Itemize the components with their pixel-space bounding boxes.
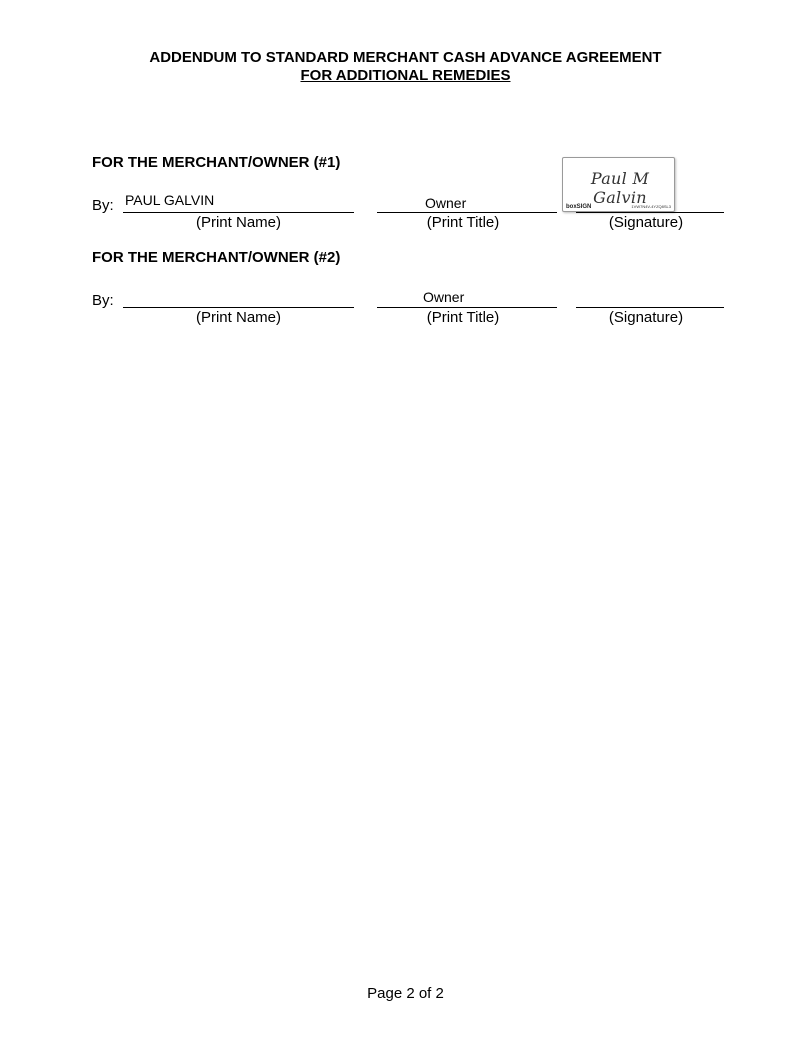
signer-2-heading: FOR THE MERCHANT/OWNER (#2) <box>92 249 341 266</box>
signer-2-name-caption: (Print Name) <box>195 309 281 326</box>
signer-2-signature-caption: (Signature) <box>608 309 684 326</box>
signer-1-name-caption: (Print Name) <box>195 214 281 231</box>
signature-image: Paul M Galvin <box>590 169 650 207</box>
signer-1-title-caption: (Print Title) <box>426 214 500 231</box>
signer-2-title-caption: (Print Title) <box>426 309 500 326</box>
signer-1-by-label: By: <box>92 197 114 214</box>
signer-2-name-line[interactable] <box>123 307 354 308</box>
signer-2-signature-line[interactable] <box>576 307 724 308</box>
signer-1-signature-stamp <box>562 157 675 212</box>
page-number: Page 2 of 2 <box>367 985 444 1002</box>
signer-1-signature-line[interactable] <box>576 212 724 213</box>
document-subtitle: FOR ADDITIONAL REMEDIES <box>300 67 511 84</box>
document-title: ADDENDUM TO STANDARD MERCHANT CASH ADVANCE AGREEMENT <box>149 49 662 66</box>
signature-id: 1VW7N4V-4YZQ8SL3 <box>631 204 671 209</box>
signer-2-by-label: By: <box>92 292 114 309</box>
signer-1-signature-caption: (Signature) <box>608 214 684 231</box>
signer-2-title-line[interactable] <box>377 307 557 308</box>
signer-1-title-line[interactable] <box>377 212 557 213</box>
signer-1-name-line[interactable] <box>123 212 354 213</box>
signer-1-print-title: Owner <box>425 195 467 211</box>
signer-1-print-name: PAUL GALVIN <box>125 192 215 208</box>
signer-1-heading: FOR THE MERCHANT/OWNER (#1) <box>92 154 341 171</box>
boxsign-logo-icon: boxSIGN <box>566 204 592 210</box>
signer-2-print-title: Owner <box>423 289 465 305</box>
